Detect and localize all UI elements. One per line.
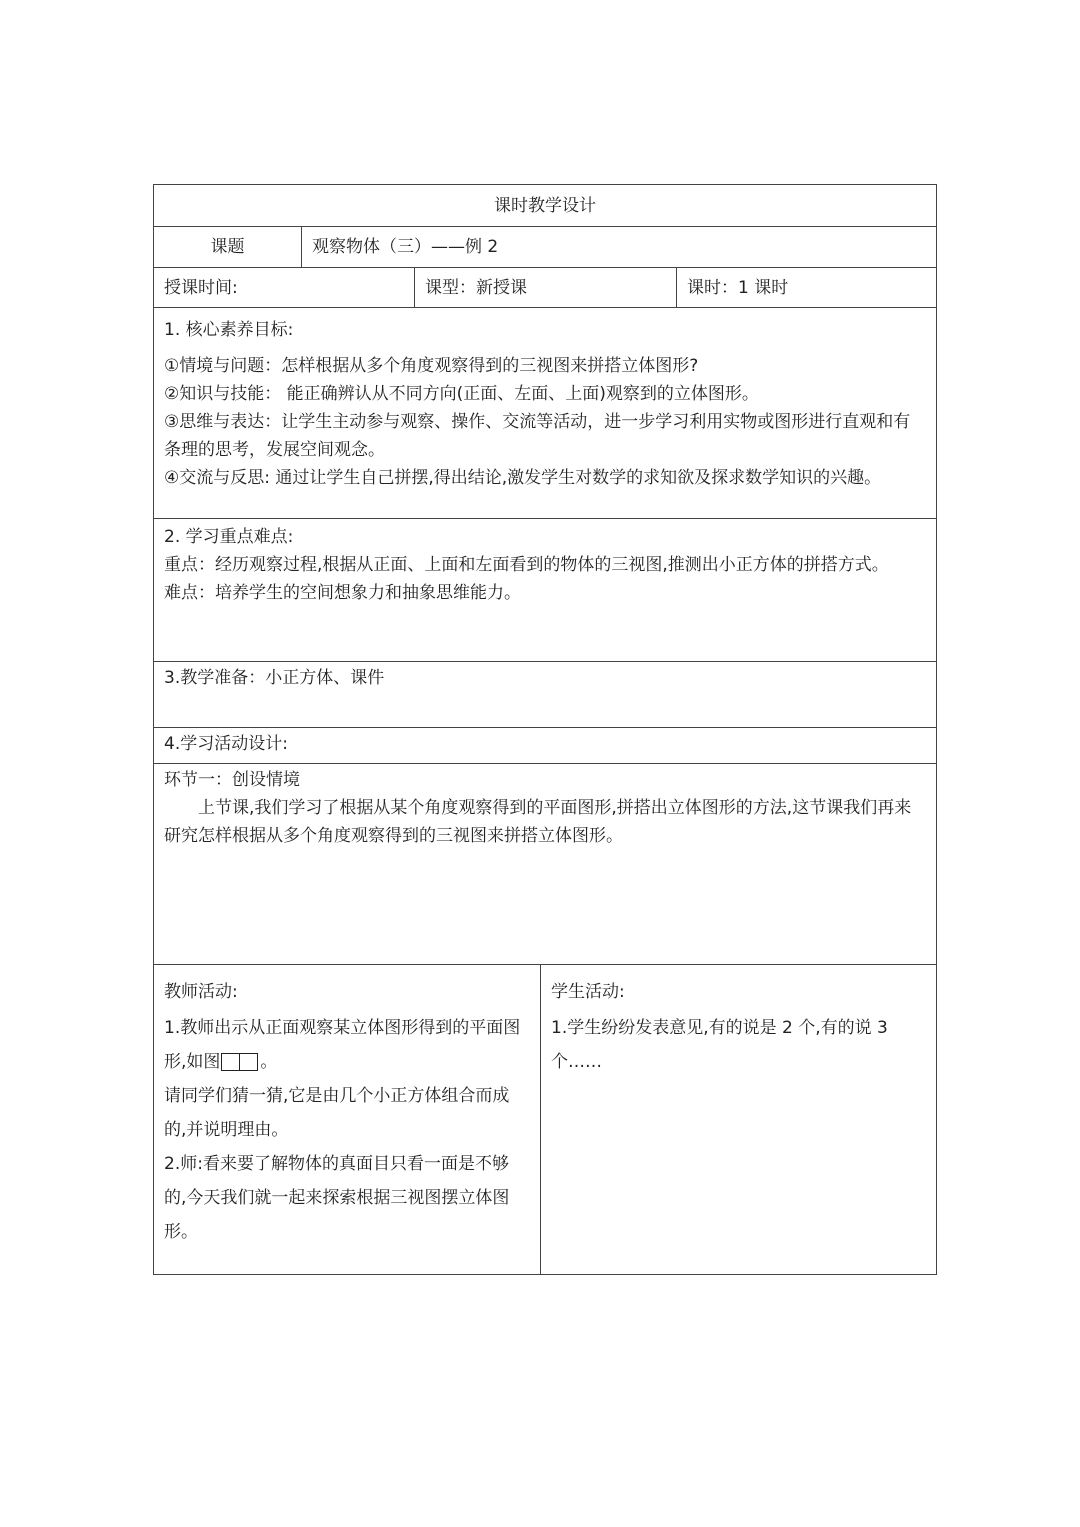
goal-item: ②知识与技能： 能正确辨认从不同方向(正面、左面、上面)观察到的立体图形。 (164, 384, 759, 404)
scene-heading: 环节一：创设情境 (164, 770, 300, 790)
activities-row (154, 965, 936, 1274)
keypoints-section (154, 519, 936, 662)
teacher-activity (154, 965, 541, 1274)
goals-heading: 1. 核心素养目标: (164, 320, 294, 340)
page-title: 课时教学设计 (494, 195, 596, 216)
two-squares-icon (221, 1053, 259, 1071)
teacher-line-1-end: 。 (260, 1052, 278, 1072)
topic-label: 课题 (154, 227, 302, 267)
lesson-type: 课型：新授课 (415, 268, 677, 307)
activity-heading: 4.学习活动设计: (164, 734, 288, 754)
prep-section (154, 662, 936, 728)
student-heading: 学生活动: (551, 982, 625, 1002)
topic-value: 观察物体（三）——例 2 (312, 237, 499, 257)
meta-row (154, 268, 936, 308)
teacher-line-3: 2.师:看来要了解物体的真面目只看一面是不够的,今天我们就一起来探索根据三视图摆立体图形。 (164, 1154, 510, 1242)
teacher-line-1 (164, 1011, 530, 1079)
prep-text: 3.教学准备：小正方体、课件 (164, 668, 385, 688)
scene-text: 上节课,我们学习了根据从某个角度观察得到的平面图形,拼搭出立体图形的方法,这节课我们再来研究怎样根据从多个角度观察得到的三视图来拼搭立体图形。 (164, 798, 912, 846)
teacher-line-2: 请同学们猜一猜,它是由几个小正方体组合而成的,并说明理由。 (164, 1086, 510, 1140)
teacher-line-1-text: 1.教师出示从正面观察某立体图形得到的平面图形,如图 (164, 1018, 521, 1072)
goal-item: ③思维与表达：让学生主动参与观察、操作、交流等活动，进一步学习利用实物或图形进行直观和有条理的思考，发展空间观念。 (164, 412, 911, 460)
keypoints-heading: 2. 学习重点难点: (164, 527, 294, 547)
title-row (154, 185, 936, 227)
topic-row (154, 227, 936, 268)
goal-item: ①情境与问题：怎样根据从多个角度观察得到的三视图来拼搭立体图形? (164, 356, 699, 376)
scene-section (154, 764, 936, 965)
teacher-heading: 教师活动: (164, 982, 238, 1002)
goal-item: ④交流与反思: 通过让学生自己拼摆,得出结论,激发学生对数学的求知欲及探求数学知识的兴趣。 (164, 468, 882, 488)
student-line-1: 1.学生纷纷发表意见,有的说是 2 个,有的说 3 个…… (551, 1018, 888, 1072)
keypoint-difficulty: 难点：培养学生的空间想象力和抽象思维能力。 (164, 583, 521, 603)
student-activity (541, 965, 936, 1274)
class-time-label: 授课时间: (154, 268, 415, 307)
lesson-plan-table (153, 184, 937, 1275)
keypoint-focus: 重点：经历观察过程,根据从正面、上面和左面看到的物体的三视图,推测出小正方体的拼搭方式。 (164, 555, 889, 575)
lesson-hours: 课时：1 课时 (687, 277, 789, 298)
goals-section (154, 308, 936, 519)
activity-heading-row (154, 728, 936, 764)
